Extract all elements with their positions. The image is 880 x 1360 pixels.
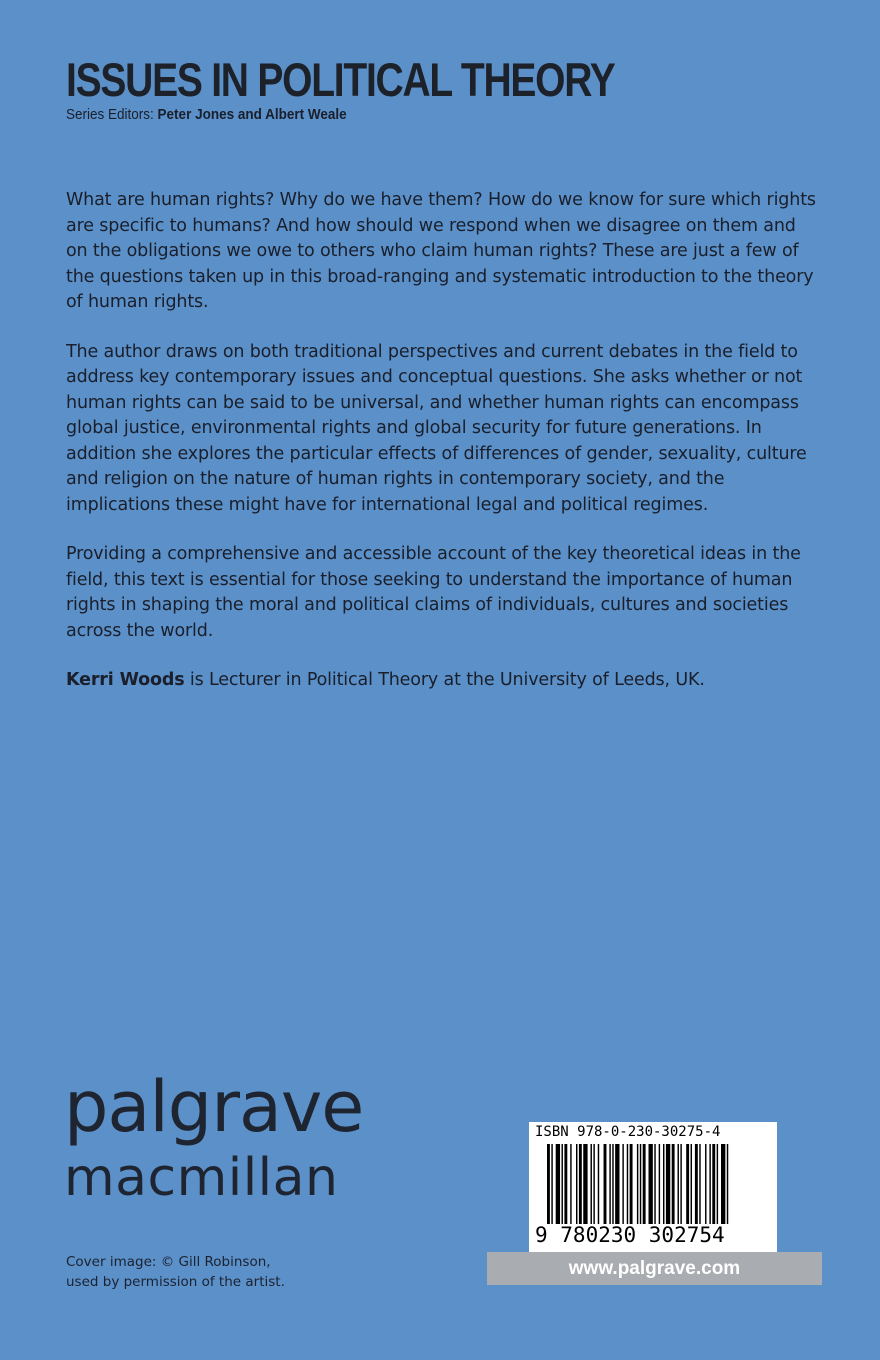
- barcode-bar: [678, 1144, 679, 1224]
- barcode-bar: [579, 1144, 582, 1224]
- barcode-bar: [562, 1144, 563, 1224]
- author-bio-text: is Lecturer in Political Theory at the University of Leeds, UK.: [184, 670, 705, 690]
- isbn-barcode: [529, 1122, 777, 1252]
- barcode-digits: 9 780230 302754: [535, 1223, 725, 1247]
- barcode-bar: [649, 1144, 653, 1224]
- series-editors: [66, 106, 347, 123]
- barcode-bar: [680, 1144, 681, 1224]
- barcode-bar: [570, 1144, 571, 1224]
- barcode-bar: [643, 1144, 646, 1224]
- barcode-bar: [712, 1144, 715, 1224]
- author-name: Kerri Woods: [66, 670, 185, 690]
- barcode-bar: [659, 1144, 660, 1224]
- barcode-bars: [537, 1144, 769, 1224]
- barcode-bar: [705, 1144, 706, 1224]
- barcode-bar: [583, 1144, 587, 1224]
- barcode-bar: [551, 1144, 552, 1224]
- barcode-bar: [615, 1144, 619, 1224]
- barcode-bar: [691, 1144, 692, 1224]
- barcode-bar: [627, 1144, 628, 1224]
- barcode-bar: [612, 1144, 613, 1224]
- blurb-paragraph-1: What are human rights? Why do we have them? How do we know for sure which rights are specific to humans? And how should we respond when we disagree on them and on the obligations we owe to others who claim human rights? These are just a few of the questions taken up in this broad-ranging and systematic introduction to the theory of human rights.: [66, 190, 816, 312]
- blurb-paragraph-3: Providing a comprehensive and accessible account of the key theoretical ideas in the field, this text is essential for those seeking to understand the importance of human rights in shaping the moral and political claims of individuals, cultures and societies across the world.: [66, 544, 801, 641]
- barcode-bar: [604, 1144, 607, 1224]
- barcode-bar: [672, 1144, 675, 1224]
- isbn-label: ISBN 978-0-230-30275-4: [535, 1124, 721, 1140]
- barcode-bar: [556, 1144, 560, 1224]
- barcode-bar: [666, 1144, 670, 1224]
- barcode-bar: [630, 1144, 633, 1224]
- website-url[interactable]: www.palgrave.com: [487, 1252, 822, 1285]
- logo-line-macmillan: macmillan: [64, 1148, 339, 1208]
- series-title: ISSUES IN POLITICAL THEORY: [66, 53, 615, 106]
- editors-prefix: Series Editors:: [66, 106, 158, 123]
- barcode-bar: [717, 1144, 718, 1224]
- barcode-bar: [593, 1144, 594, 1224]
- barcode-bar: [709, 1144, 710, 1224]
- barcode-bar: [547, 1144, 550, 1224]
- barcode-bar: [576, 1144, 577, 1224]
- barcode-bar: [721, 1144, 725, 1224]
- barcode-bar: [598, 1144, 599, 1224]
- credit-line-1: Cover image: © Gill Robinson,: [66, 1254, 271, 1270]
- editors-names: Peter Jones and Albert Weale: [157, 106, 347, 123]
- barcode-bar: [640, 1144, 641, 1224]
- barcode-bar: [686, 1144, 689, 1224]
- blurb-paragraph-2: The author draws on both traditional perspectives and current debates in the field to address key contemporary issues and conceptual questions. She asks whether or not human rights can be said to be universal, and whether human rights can encompass global justice, environmental rights and global security for future generations. In addition she explores the particular effects of differences of gender, sexuality, culture and religion on the nature of human rights in contemporary society, and the implications these might have for international legal and political regimes.: [66, 341, 807, 515]
- barcode-bar: [727, 1144, 728, 1224]
- barcode-bar: [699, 1144, 700, 1224]
- barcode-bar: [637, 1144, 638, 1224]
- author-bio: [66, 668, 816, 694]
- cover-credit: [66, 1252, 285, 1292]
- barcode-bar: [695, 1144, 698, 1224]
- barcode-bar: [609, 1144, 610, 1224]
- credit-line-2: used by permission of the artist.: [66, 1274, 285, 1290]
- barcode-bar: [564, 1144, 567, 1224]
- blurb: [66, 188, 816, 718]
- logo-line-palgrave: palgrave: [64, 1066, 364, 1148]
- barcode-bar: [654, 1144, 655, 1224]
- barcode-bar: [591, 1144, 592, 1224]
- publisher-logo: [64, 1066, 364, 1208]
- barcode-bar: [663, 1144, 664, 1224]
- barcode-bar: [622, 1144, 623, 1224]
